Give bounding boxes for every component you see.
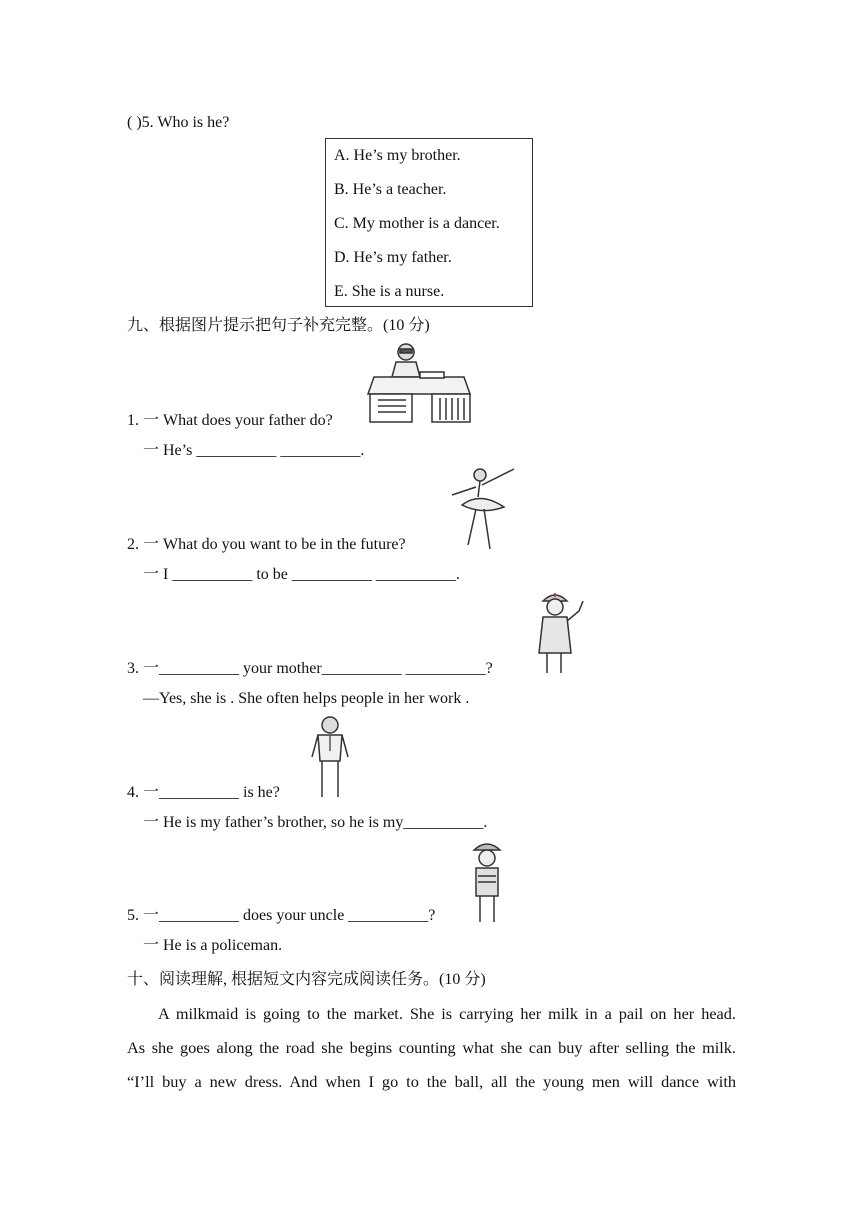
item-1-answer: 一 He’s __________ __________. — [143, 442, 365, 459]
reading-paragraph-line-3: “I’ll buy a new dress. And when I go to the ball, all the young men will dance with — [127, 1072, 736, 1091]
man-icon — [308, 715, 352, 799]
question-5: ( )5. Who is he? — [127, 114, 230, 131]
item-3-question: 3. 一__________ your mother__________ __________? — [127, 660, 493, 677]
section-10-heading: 十、阅读理解, 根据短文内容完成阅读任务。(10 分) — [127, 971, 486, 988]
item-5-question: 5. 一__________ does your uncle __________? — [127, 907, 436, 924]
ballet-dancer-icon — [448, 465, 518, 551]
teacher-at-desk-icon — [366, 342, 472, 424]
nurse-icon — [535, 589, 587, 675]
item-2-answer: 一 I __________ to be __________ __________. — [143, 566, 460, 583]
item-5-answer: 一 He is a policeman. — [143, 937, 283, 954]
reading-paragraph-line-1: A milkmaid is going to the market. She is carrying her milk in a pail on her head. — [158, 1004, 736, 1023]
section-9-heading: 九、根据图片提示把句子补充完整。(10 分) — [127, 317, 430, 334]
option-c: C. My mother is a dancer. — [334, 215, 500, 232]
item-4-answer: 一 He is my father’s brother, so he is my__________. — [143, 814, 488, 831]
option-b: B. He’s a teacher. — [334, 181, 447, 198]
option-a: A. He’s my brother. — [334, 147, 461, 164]
item-1-question: 1. 一 What does your father do? — [127, 412, 333, 429]
item-4-question: 4. 一__________ is he? — [127, 784, 280, 801]
item-3-answer: —Yes, she is . She often helps people in her work . — [143, 690, 470, 707]
reading-paragraph-line-2: As she goes along the road she begins counting what she can buy after selling the milk. — [127, 1038, 736, 1057]
option-d: D. He’s my father. — [334, 249, 452, 266]
option-e: E. She is a nurse. — [334, 283, 445, 300]
item-2-question: 2. 一 What do you want to be in the future? — [127, 536, 406, 553]
options-box — [325, 138, 533, 307]
policeman-icon — [470, 838, 504, 924]
